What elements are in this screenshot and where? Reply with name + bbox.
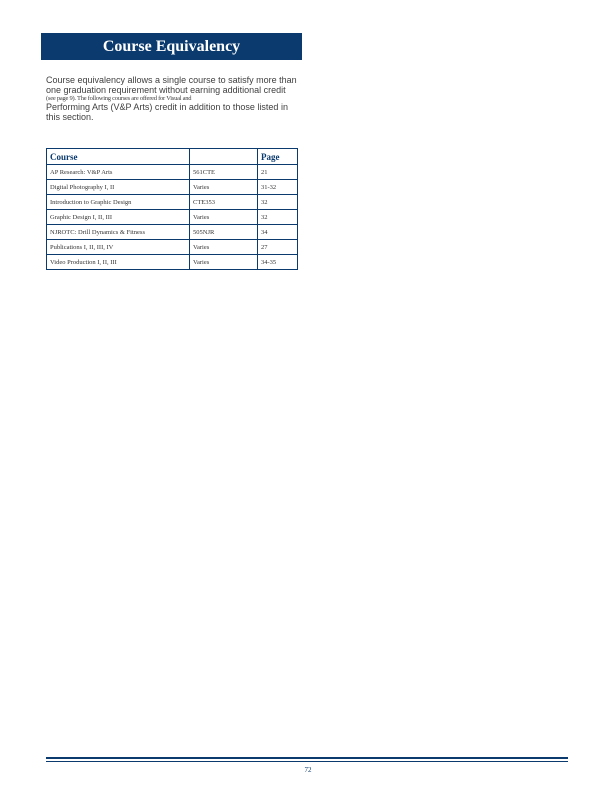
table-header-row	[47, 149, 298, 165]
course-page: 31-32	[258, 180, 298, 195]
table-row	[47, 180, 298, 195]
course-name: NJROTC: Drill Dynamics & Fitness	[47, 225, 190, 240]
table-row	[47, 225, 298, 240]
course-page: 32	[258, 210, 298, 225]
course-equivalency-table	[46, 148, 298, 270]
header-code	[190, 149, 258, 165]
table-row	[47, 210, 298, 225]
course-name: Introduction to Graphic Design	[47, 195, 190, 210]
course-page: 21	[258, 165, 298, 180]
course-code: CTE353	[190, 195, 258, 210]
page-title: Course Equivalency	[41, 33, 302, 60]
footer-divider-thin	[46, 761, 568, 762]
course-name: Digital Photography I, II	[47, 180, 190, 195]
intro-line-small: (see page 9). The following courses are offered for Visual and	[46, 95, 192, 102]
intro-line: Performing Arts (V&P Arts) credit in addition to those listed in	[46, 102, 288, 112]
table-row	[47, 240, 298, 255]
course-code: 561CTE	[190, 165, 258, 180]
course-name: Video Production I, II, III	[47, 255, 190, 270]
course-code: Varies	[190, 210, 258, 225]
course-name: Graphic Design I, II, III	[47, 210, 190, 225]
course-code: Varies	[190, 180, 258, 195]
table-row	[47, 255, 298, 270]
course-code: Varies	[190, 240, 258, 255]
table-row	[47, 195, 298, 210]
table-row	[47, 165, 298, 180]
intro-line: Course equivalency allows a single course to satisfy more than	[46, 75, 297, 85]
footer-divider	[46, 757, 568, 759]
course-page: 34-35	[258, 255, 298, 270]
course-code: Varies	[190, 255, 258, 270]
course-page: 32	[258, 195, 298, 210]
header-page: Page	[258, 149, 298, 165]
course-name: Publications I, II, III, IV	[47, 240, 190, 255]
course-code: 505NJR	[190, 225, 258, 240]
course-name: AP Research: V&P Arts	[47, 165, 190, 180]
header-course: Course	[47, 149, 190, 165]
page-number: 72	[304, 766, 312, 774]
intro-line: this section.	[46, 112, 94, 122]
intro-paragraph	[46, 75, 298, 122]
intro-line: one graduation requirement without earning additional credit	[46, 85, 286, 95]
course-page: 34	[258, 225, 298, 240]
course-page: 27	[258, 240, 298, 255]
